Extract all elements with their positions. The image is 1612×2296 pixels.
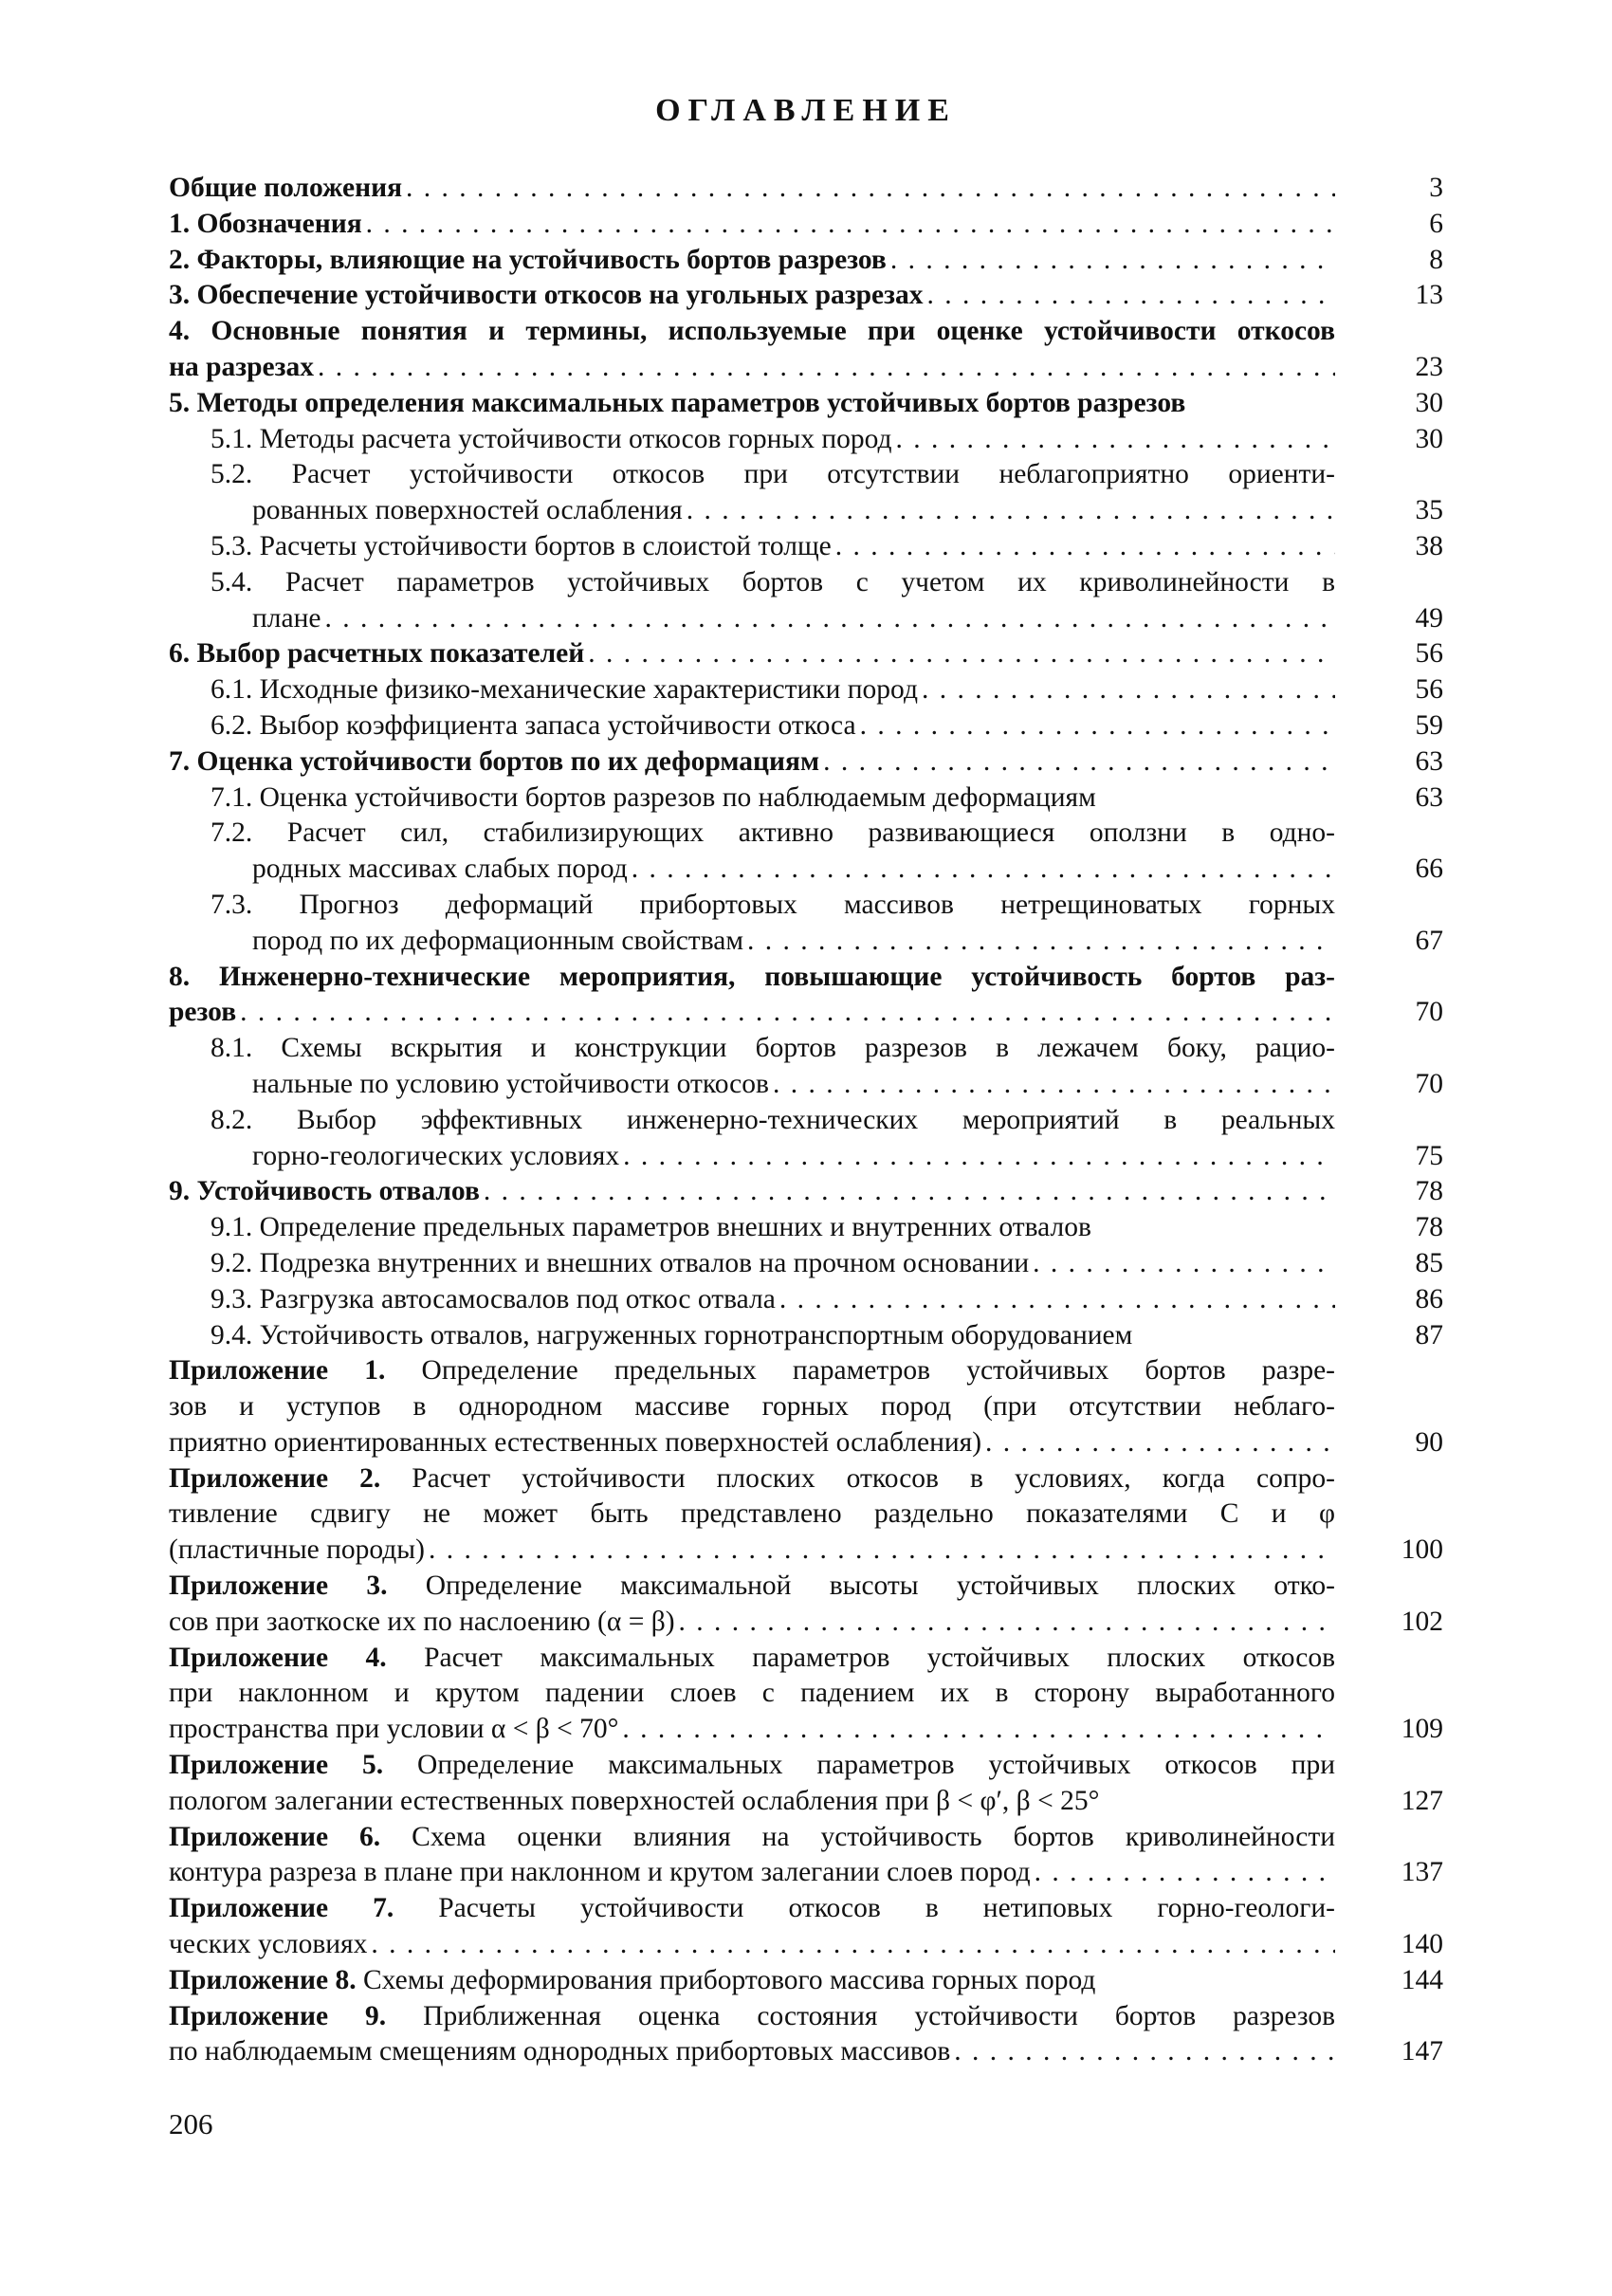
entry-page: 102 bbox=[1401, 1606, 1443, 1637]
entry-title: 7. Оценка устойчивости бортов по их деформациям bbox=[169, 746, 823, 777]
entry-title: Определение максимальной высоты устойчивых плоских отко- bbox=[387, 1570, 1335, 1602]
entry-page: 30 bbox=[1415, 387, 1443, 418]
entry-title-cont: горно-геологических условиях bbox=[252, 1141, 623, 1171]
entry-page: 100 bbox=[1401, 1534, 1443, 1566]
entry-title: 9.4. Устойчивость отвалов, нагруженных горнотранспортным оборудованием bbox=[211, 1320, 1136, 1350]
entry-title: 5.4. Расчет параметров устойчивых бортов с учетом их криволинейности в bbox=[211, 566, 1335, 597]
page-number: 206 bbox=[169, 2107, 213, 2140]
entry-page: 56 bbox=[1415, 674, 1443, 706]
appendix-label: Приложение 8. bbox=[169, 1964, 357, 1995]
entry-title: 5.1. Методы расчета устойчивости откосов горных пород bbox=[211, 424, 896, 454]
toc-entry[interactable] bbox=[169, 1318, 1443, 1354]
entry-title: Расчет устойчивости плоских откосов в условиях, когда сопро- bbox=[380, 1462, 1335, 1494]
entry-title: 5.3. Расчеты устойчивости бортов в слоистой толще bbox=[211, 531, 835, 561]
toc-entry[interactable] bbox=[169, 1103, 1443, 1175]
entry-title: 7.1. Оценка устойчивости бортов разрезов по наблюдаемым деформациям bbox=[211, 782, 1100, 813]
entry-page: 90 bbox=[1415, 1426, 1443, 1458]
toc-entry[interactable] bbox=[169, 207, 1443, 243]
entry-title: 5. Методы определения максимальных параметров устойчивых бортов разрезов bbox=[169, 388, 1189, 418]
toc-entry[interactable] bbox=[169, 816, 1443, 888]
entry-title-cont: рованных поверхностей ослабления bbox=[252, 495, 687, 525]
entry-page: 70 bbox=[1415, 997, 1443, 1028]
toc-entry[interactable] bbox=[169, 1282, 1443, 1318]
toc-entry[interactable] bbox=[169, 1963, 1443, 1999]
entry-page: 67 bbox=[1415, 925, 1443, 956]
toc-entry[interactable] bbox=[169, 243, 1443, 279]
appendix-label: Приложение 5. bbox=[169, 1750, 384, 1781]
entry-page: 137 bbox=[1401, 1857, 1443, 1888]
toc-entry[interactable] bbox=[169, 781, 1443, 817]
entry-page: 66 bbox=[1415, 854, 1443, 885]
entry-page: 3 bbox=[1429, 173, 1443, 203]
toc-entry[interactable] bbox=[169, 636, 1443, 672]
entry-page: 78 bbox=[1415, 1212, 1443, 1243]
entry-title-cont: резов bbox=[169, 997, 240, 1027]
appendix-label: Приложение 2. bbox=[169, 1462, 381, 1494]
entry-title: Общие положения bbox=[169, 173, 406, 203]
entry-page: 85 bbox=[1415, 1247, 1443, 1278]
toc-entry[interactable] bbox=[169, 1461, 1443, 1569]
toc-entry[interactable] bbox=[169, 672, 1443, 708]
toc-entry[interactable] bbox=[169, 888, 1443, 960]
entry-page: 109 bbox=[1401, 1714, 1443, 1745]
toc-entry[interactable] bbox=[169, 1210, 1443, 1246]
appendix-label: Приложение 6. bbox=[169, 1821, 381, 1852]
toc-entry[interactable] bbox=[169, 529, 1443, 565]
entry-title: 9.3. Разгрузка автосамосвалов под откос отвала bbox=[211, 1284, 779, 1314]
entry-title-cont: тивление сдвигу не может быть представлено раздельно показателями C и φ bbox=[169, 1498, 1335, 1530]
toc-entry[interactable] bbox=[169, 1031, 1443, 1103]
entry-page: 78 bbox=[1415, 1176, 1443, 1207]
entry-title-cont: плане bbox=[252, 603, 324, 634]
entry-title-cont: пространства при условии α < β < 70° bbox=[169, 1714, 622, 1744]
toc-entry[interactable] bbox=[169, 708, 1443, 744]
toc-entry[interactable] bbox=[169, 386, 1443, 422]
entry-page: 70 bbox=[1415, 1068, 1443, 1099]
entry-title: 7.3. Прогноз деформаций прибортовых массивов нетрещиноватых горных bbox=[211, 889, 1335, 920]
toc-entry[interactable] bbox=[169, 1569, 1443, 1641]
entry-title: 3. Обеспечение устойчивости откосов на угольных разрезах bbox=[169, 280, 926, 310]
entry-title: Определение предельных параметров устойчивых бортов разре- bbox=[385, 1355, 1335, 1387]
appendix-label: Приложение 1. bbox=[169, 1355, 386, 1387]
entry-page: 75 bbox=[1415, 1140, 1443, 1171]
entry-page: 63 bbox=[1415, 745, 1443, 777]
entry-title: Определение максимальных параметров устойчивых откосов при bbox=[383, 1750, 1335, 1781]
entry-title: 1. Обозначения bbox=[169, 209, 366, 239]
entry-page: 6 bbox=[1429, 208, 1443, 239]
toc-entry[interactable] bbox=[169, 278, 1443, 314]
entry-title: 9. Устойчивость отвалов bbox=[169, 1176, 484, 1206]
entry-title: 6.2. Выбор коэффициента запаса устойчивости откоса bbox=[211, 710, 860, 741]
toc-entry[interactable] bbox=[169, 1174, 1443, 1210]
entry-title-cont: родных массивах слабых пород bbox=[252, 854, 632, 884]
appendix-label: Приложение 9. bbox=[169, 2000, 387, 2031]
entry-page: 49 bbox=[1415, 602, 1443, 634]
entry-title: 9.1. Определение предельных параметров внешних и внутренних отвалов bbox=[211, 1212, 1095, 1242]
entry-title-cont: зов и уступов в однородном массиве горных пород (при отсутствии неблаго- bbox=[169, 1391, 1335, 1423]
toc-entry[interactable] bbox=[169, 1246, 1443, 1282]
toc-entry[interactable] bbox=[169, 1641, 1443, 1748]
entry-title: 9.2. Подрезка внутренних и внешних отвалов на прочном основании bbox=[211, 1248, 1033, 1278]
entry-title: 6.1. Исходные физико-механические характеристики пород bbox=[211, 674, 922, 705]
toc-entry[interactable] bbox=[169, 314, 1443, 386]
entry-title: Схемы деформирования прибортового массива горных пород bbox=[356, 1964, 1096, 1995]
entry-title: 8. Инженерно-технические мероприятия, повышающие устойчивость бортов раз- bbox=[169, 961, 1335, 992]
entry-title-cont: сов при заоткоске их по наслоению (α = β) bbox=[169, 1607, 679, 1637]
toc-entry[interactable] bbox=[169, 565, 1443, 637]
entry-title-cont: пологом залегании естественных поверхностей ослабления при β < φ′, β < 25° bbox=[169, 1786, 1103, 1816]
toc-entry[interactable] bbox=[169, 171, 1443, 207]
toc-entry[interactable] bbox=[169, 1353, 1443, 1460]
entry-page: 63 bbox=[1415, 781, 1443, 813]
toc-entry[interactable] bbox=[169, 960, 1443, 1032]
entry-page: 140 bbox=[1401, 1929, 1443, 1960]
entry-page: 8 bbox=[1429, 244, 1443, 275]
entry-page: 23 bbox=[1415, 351, 1443, 382]
entry-title-cont: ческих условиях bbox=[169, 1929, 371, 1959]
entry-page: 86 bbox=[1415, 1283, 1443, 1314]
entry-title-cont: нальные по условию устойчивости откосов bbox=[252, 1069, 773, 1099]
entry-title: 4. Основные понятия и термины, используемые при оценке устойчивости откосов bbox=[169, 316, 1335, 347]
entry-page: 35 bbox=[1415, 495, 1443, 526]
toc-entry[interactable] bbox=[169, 1748, 1443, 1820]
entry-page: 38 bbox=[1415, 530, 1443, 561]
entry-title: 8.1. Схемы вскрытия и конструкции бортов разрезов в лежачем боку, рацио- bbox=[211, 1033, 1335, 1064]
entry-page: 56 bbox=[1415, 638, 1443, 670]
entry-title-cont: (пластичные породы) bbox=[169, 1534, 429, 1565]
toc-entry[interactable] bbox=[169, 744, 1443, 781]
entry-title-cont: приятно ориентированных естественных поверхностей ослабления) bbox=[169, 1427, 985, 1458]
entry-page: 59 bbox=[1415, 709, 1443, 741]
entry-title: Схема оценки влияния на устойчивость бортов криволинейности bbox=[380, 1821, 1335, 1852]
appendix-label: Приложение 3. bbox=[169, 1570, 388, 1602]
appendix-label: Приложение 4. bbox=[169, 1642, 387, 1673]
entry-page: 127 bbox=[1401, 1785, 1443, 1816]
entry-title: Приближенная оценка состояния устойчивости бортов разрезов bbox=[386, 2000, 1335, 2031]
toc-entry[interactable] bbox=[169, 422, 1443, 458]
entry-title-cont: пород по их деформационным свойствам bbox=[252, 926, 747, 956]
entry-title: 2. Факторы, влияющие на устойчивость бортов разрезов bbox=[169, 245, 890, 275]
entry-page: 87 bbox=[1415, 1319, 1443, 1350]
entry-title-cont: контура разреза в плане при наклонном и крутом залегании слоев пород bbox=[169, 1857, 1035, 1887]
entry-title-cont: по наблюдаемым смещениям однородных прибортовых массивов bbox=[169, 2036, 954, 2066]
toc-title: ОГЛАВЛЕНИЕ bbox=[655, 93, 957, 128]
appendix-label: Приложение 7. bbox=[169, 1893, 394, 1924]
entry-title: Расчет максимальных параметров устойчивых плоских откосов bbox=[386, 1642, 1335, 1673]
table-of-contents bbox=[169, 171, 1443, 2070]
entry-title-cont: на разрезах bbox=[169, 352, 318, 382]
entry-page: 13 bbox=[1415, 280, 1443, 311]
toc-entry[interactable] bbox=[169, 1891, 1443, 1963]
entry-title: 7.2. Расчет сил, стабилизирующих активно развивающиеся оползни в одно- bbox=[211, 817, 1335, 849]
entry-page: 144 bbox=[1401, 1964, 1443, 1995]
entry-title: 5.2. Расчет устойчивости откосов при отсутствии неблагоприятно ориенти- bbox=[211, 459, 1335, 490]
toc-entry[interactable] bbox=[169, 457, 1443, 529]
entry-title: 6. Выбор расчетных показателей bbox=[169, 638, 588, 669]
toc-entry[interactable] bbox=[169, 1820, 1443, 1892]
entry-title: 8.2. Выбор эффективных инженерно-технических мероприятий в реальных bbox=[211, 1104, 1335, 1135]
entry-page: 147 bbox=[1401, 2036, 1443, 2067]
toc-entry[interactable] bbox=[169, 1999, 1443, 2071]
entry-title-cont: при наклонном и крутом падении слоев с падением их в сторону выработанного bbox=[169, 1678, 1335, 1709]
entry-page: 30 bbox=[1415, 423, 1443, 454]
entry-title: Расчеты устойчивости откосов в нетиповых горно-геологи- bbox=[394, 1893, 1335, 1924]
